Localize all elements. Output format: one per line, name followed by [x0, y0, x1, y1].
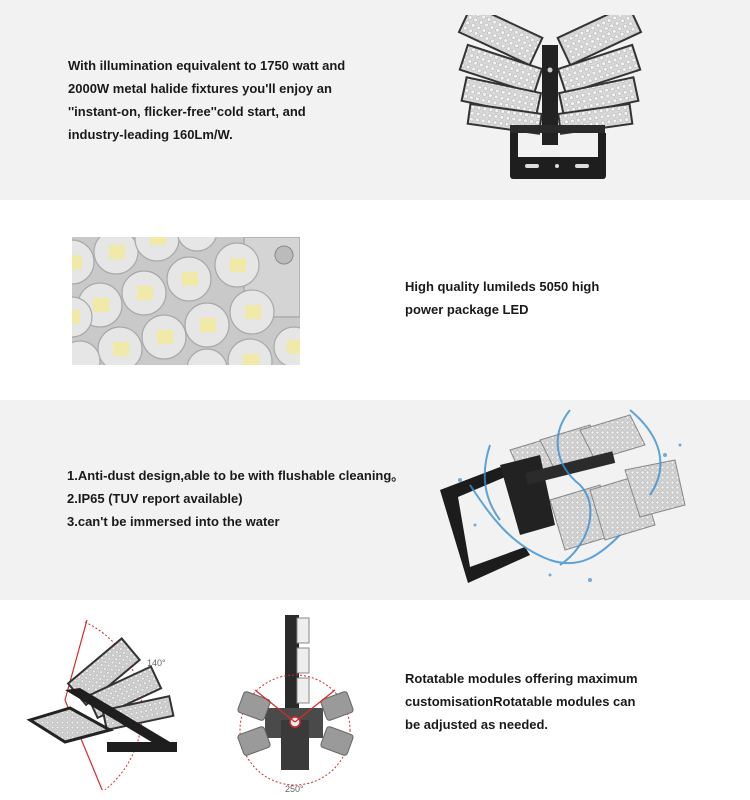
led-closeup-image — [72, 237, 300, 365]
angle-250-label: 250° — [285, 784, 304, 794]
text-line: power package LED — [405, 302, 529, 317]
section-illumination — [0, 0, 750, 200]
text-line: 2000W metal halide fixtures you'll enjoy an — [68, 81, 332, 96]
text-line: customisationRotatable modules can — [405, 694, 636, 709]
text-line: ''instant-on, flicker-free''cold start, and — [68, 104, 306, 119]
top-rotation-diagram — [235, 610, 360, 795]
text-line: Rotatable modules offering maximum — [405, 671, 638, 686]
text-line: industry-leading 160Lm/W. — [68, 127, 233, 142]
section-rotatable — [0, 600, 750, 800]
waterproof-text — [67, 464, 404, 533]
text-line: High quality lumileds 5050 high — [405, 279, 600, 294]
led-text — [405, 275, 599, 321]
rotatable-text — [405, 667, 638, 736]
illumination-text — [68, 54, 345, 146]
text-line: With illumination equivalent to 1750 watt and — [68, 58, 346, 73]
text-line: 2.IP65 (TUV report available) — [67, 491, 243, 506]
text-line: be adjusted as needed. — [405, 717, 549, 732]
floodlight-water-image — [430, 405, 690, 590]
section-led — [0, 200, 750, 400]
side-rotation-diagram — [25, 610, 195, 790]
text-line: 3.can't be immersed into the water — [67, 514, 280, 529]
floodlight-front-image — [450, 15, 650, 185]
text-line: 1.Anti-dust design,able to be with flushable cleaning。 — [67, 468, 405, 483]
angle-140-label: 140° — [147, 658, 166, 668]
section-waterproof — [0, 400, 750, 600]
